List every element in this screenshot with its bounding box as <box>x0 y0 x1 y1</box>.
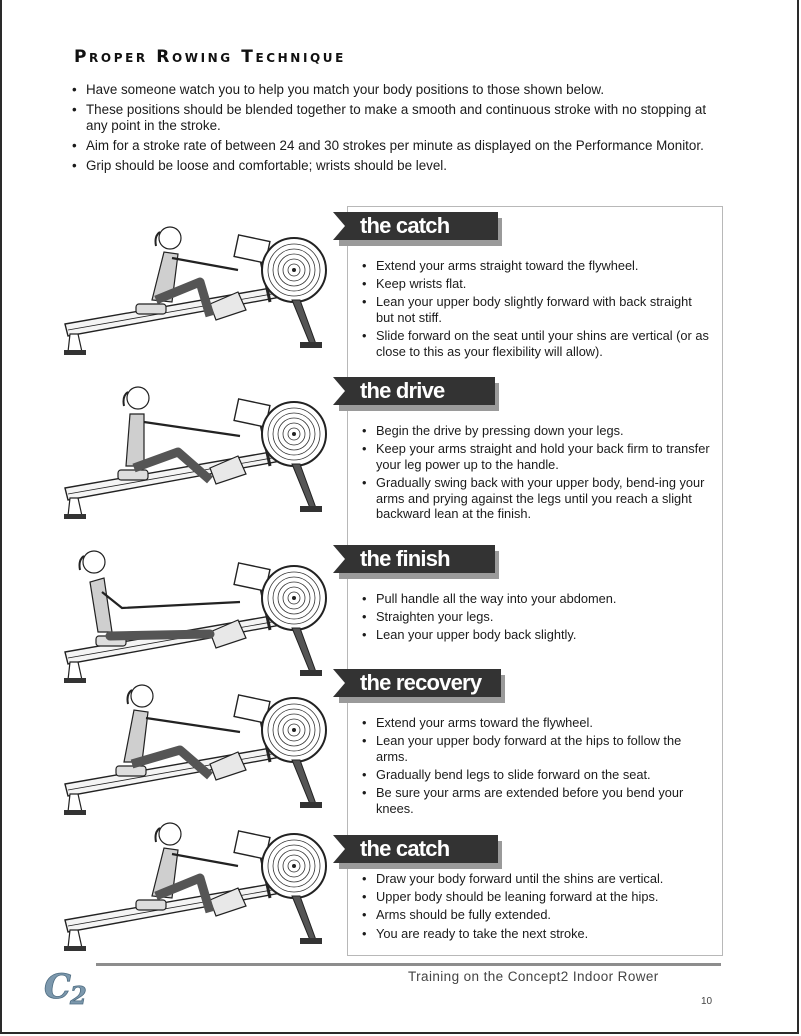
step-bullet: • Keep your arms straight and hold your back firm to transfer your leg power up to the handle. <box>361 441 713 472</box>
step-bullet: • Gradually bend legs to slide forward on the seat. <box>361 767 713 783</box>
rower-figure-recovery <box>60 672 340 822</box>
step-banner <box>333 377 508 411</box>
svg-text:2: 2 <box>70 981 87 1008</box>
rower-figure-finish <box>60 540 340 690</box>
intro-bullet-list <box>72 82 722 178</box>
step-banner <box>333 545 508 579</box>
step-bullet: • Slide forward on the seat until your shins are vertical (or as close to this as your flexibility will allow). <box>361 328 713 359</box>
step-bullet: • Straighten your legs. <box>361 609 713 625</box>
step-bullet-list <box>361 591 713 643</box>
footer-text: Training on the Concept2 Indoor Rower <box>408 969 659 984</box>
step-bullet: • Extend your arms toward the flywheel. <box>361 715 713 731</box>
step-recovery <box>333 669 713 819</box>
step-heading: the recovery <box>333 669 501 697</box>
page-number: 10 <box>701 996 713 1007</box>
step-bullet: • Extend your arms straight toward the flywheel. <box>361 258 713 274</box>
page-title: Proper Rowing Technique <box>74 47 346 67</box>
step-bullet: • Lean your upper body slightly forward with back straight but not stiff. <box>361 294 713 325</box>
intro-bullet: • These positions should be blended together to make a smooth and continuous stroke with no stopping at any point in the stroke. <box>72 102 722 134</box>
step-heading: the finish <box>333 545 495 573</box>
step-bullet: • Arms should be fully extended. <box>361 907 713 923</box>
footer-rule <box>96 963 721 966</box>
step-bullet: • Lean your upper body forward at the hips to follow the arms. <box>361 733 713 764</box>
step-catch <box>333 212 713 362</box>
step-bullet: • Lean your upper body back slightly. <box>361 627 713 643</box>
step-bullet-list <box>361 423 713 522</box>
step-bullet: • Upper body should be leaning forward at the hips. <box>361 889 713 905</box>
step-bullet: • Draw your body forward until the shins are vertical. <box>361 871 713 887</box>
svg-text:C: C <box>44 967 72 1007</box>
step-bullet: • Be sure your arms are extended before you bend your knees. <box>361 785 713 816</box>
step-banner <box>333 835 508 869</box>
concept2-logo <box>40 962 110 1008</box>
step-bullet: • Begin the drive by pressing down your legs. <box>361 423 713 439</box>
step-catch-repeat <box>333 835 713 944</box>
step-bullet: • Pull handle all the way into your abdomen. <box>361 591 713 607</box>
step-bullet: • You are ready to take the next stroke. <box>361 926 713 942</box>
step-bullet: • Gradually swing back with your upper body, bend-ing your arms and prying against the legs until you reach a slight backward lean at the finish. <box>361 475 713 522</box>
step-drive <box>333 377 713 524</box>
step-heading: the drive <box>333 377 495 405</box>
step-heading: the catch <box>333 212 498 240</box>
step-bullet-list <box>361 871 713 941</box>
step-bullet: • Keep wrists flat. <box>361 276 713 292</box>
step-banner <box>333 212 508 246</box>
step-bullet-list <box>361 258 713 359</box>
step-bullet-list <box>361 715 713 816</box>
intro-bullet: • Have someone watch you to help you match your body positions to those shown below. <box>72 82 722 98</box>
rower-figure-drive <box>60 376 340 526</box>
rower-figure-catch-repeat <box>60 808 340 958</box>
intro-bullet: • Aim for a stroke rate of between 24 and 30 strokes per minute as displayed on the Performance Monitor. <box>72 138 722 154</box>
step-banner <box>333 669 508 703</box>
intro-bullet: • Grip should be loose and comfortable; wrists should be level. <box>72 158 722 174</box>
step-heading: the catch <box>333 835 498 863</box>
rower-figure-catch <box>60 212 340 362</box>
step-finish <box>333 545 713 646</box>
